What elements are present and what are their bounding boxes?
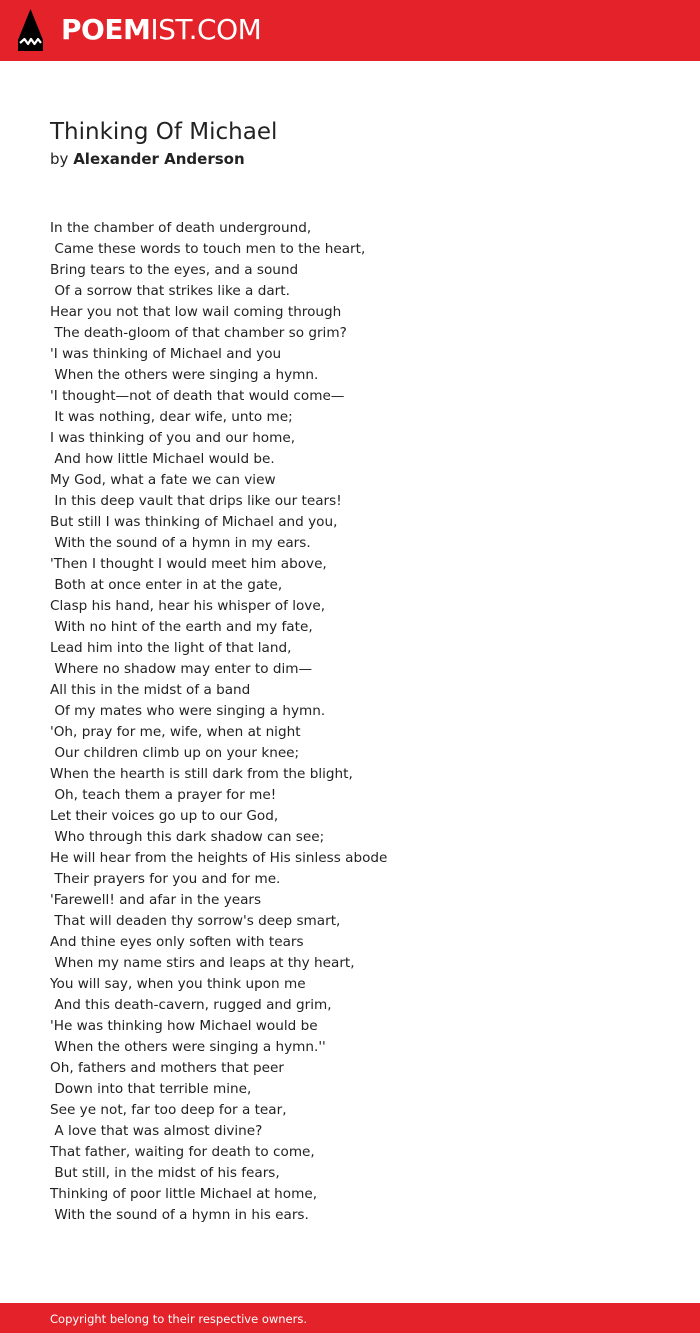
poem-line: And thine eyes only soften with tears (50, 934, 304, 950)
poem-line: Oh, fathers and mothers that peer (50, 1060, 285, 1076)
poem-line: Clasp his hand, hear his whisper of love, (50, 598, 326, 614)
poem-line: 'Farewell! and afar in the years (50, 892, 262, 908)
poem-line: But still, in the midst of his fears, (50, 1165, 280, 1181)
poem-line: Who through this dark shadow can see; (50, 829, 325, 845)
poem-line: He will hear from the heights of His sinless abode (50, 850, 388, 866)
poem-line: That will deaden thy sorrow's deep smart, (50, 913, 341, 929)
poem-line: And how little Michael would be. (50, 451, 275, 467)
author-name: Alexander Anderson (73, 150, 245, 168)
poem-line: Their prayers for you and for me. (50, 871, 281, 887)
poem-line: 'He was thinking how Michael would be (50, 1018, 318, 1034)
by-label: by (50, 150, 69, 168)
logo-bold-text: POEM (61, 13, 151, 46)
poem-line: That father, waiting for death to come, (50, 1144, 315, 1160)
poem-line: And this death-cavern, rugged and grim, (50, 997, 332, 1013)
poem-line: When the hearth is still dark from the blight, (50, 766, 353, 782)
poem-body (50, 218, 670, 1226)
poem-title: Thinking Of Michael (50, 119, 278, 145)
poem-line: In the chamber of death underground, (50, 220, 312, 236)
poem-line: Of my mates who were singing a hymn. (50, 703, 326, 719)
poem-line: Our children climb up on your knee; (50, 745, 300, 761)
poem-line: 'I was thinking of Michael and you (50, 346, 282, 362)
poem-line: See ye not, far too deep for a tear, (50, 1102, 287, 1118)
poem-line: You will say, when you think upon me (50, 976, 306, 992)
logo-light-text: IST.COM (150, 13, 262, 46)
poem-line: Both at once enter in at the gate, (50, 577, 283, 593)
poem-line: 'Then I thought I would meet him above, (50, 556, 327, 572)
poem-line: Came these words to touch men to the heart, (50, 241, 366, 257)
poem-line: 'I thought—not of death that would come— (50, 388, 345, 404)
poem-line: In this deep vault that drips like our tears! (50, 493, 342, 509)
poem-line: Down into that terrible mine, (50, 1081, 252, 1097)
poem-line: When the others were singing a hymn. (50, 367, 319, 383)
poem-line: Thinking of poor little Michael at home, (50, 1186, 318, 1202)
poem-line: With the sound of a hymn in his ears. (50, 1207, 309, 1223)
poem-line: Lead him into the light of that land, (50, 640, 292, 656)
copyright-text: Copyright belong to their respective owners. (50, 1312, 308, 1326)
poem-line: The death-gloom of that chamber so grim? (50, 325, 347, 341)
poem-line: But still I was thinking of Michael and you, (50, 514, 338, 530)
poem-line: Oh, teach them a prayer for me! (50, 787, 277, 803)
pencil-tip-icon[interactable] (18, 9, 43, 51)
poem-line: I was thinking of you and our home, (50, 430, 296, 446)
site-header (0, 0, 700, 61)
poem-line: Of a sorrow that strikes like a dart. (50, 283, 290, 299)
poem-line: Hear you not that low wail coming through (50, 304, 342, 320)
poem-line: A love that was almost divine? (50, 1123, 263, 1139)
poem-line: With the sound of a hymn in my ears. (50, 535, 311, 551)
poem-line: When the others were singing a hymn.'' (50, 1039, 326, 1055)
poem-line: It was nothing, dear wife, unto me; (50, 409, 293, 425)
poem-line: All this in the midst of a band (50, 682, 251, 698)
poem-line: When my name stirs and leaps at thy heart, (50, 955, 355, 971)
poem-line: Bring tears to the eyes, and a sound (50, 262, 299, 278)
poem-line: Let their voices go up to our God, (50, 808, 279, 824)
poem-line: With no hint of the earth and my fate, (50, 619, 313, 635)
site-footer (0, 1303, 700, 1333)
poem-line: My God, what a fate we can view (50, 472, 276, 488)
poem-line: 'Oh, pray for me, wife, when at night (50, 724, 301, 740)
poem-line: Where no shadow may enter to dim— (50, 661, 313, 677)
site-logo[interactable] (61, 12, 261, 48)
poem-byline (50, 149, 245, 169)
